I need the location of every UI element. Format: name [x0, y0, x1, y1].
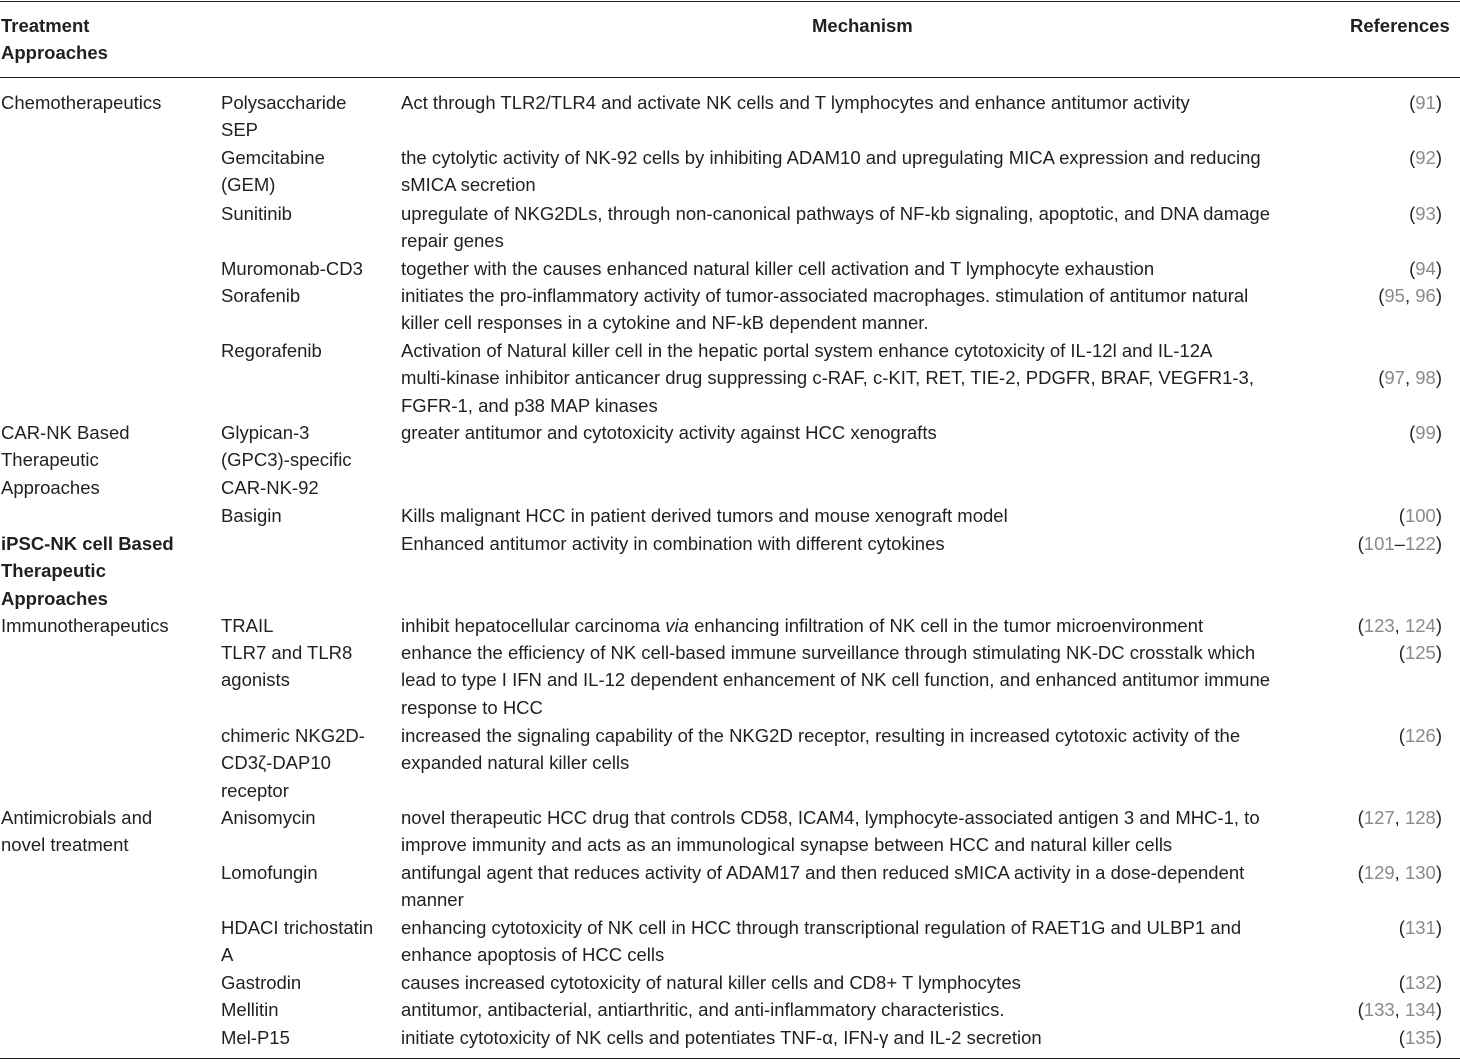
cell-mechanism	[401, 255, 1336, 282]
cell-mechanism	[401, 502, 1336, 529]
reference-link[interactable]: 131	[1404, 917, 1436, 938]
cell-text-line: Gemcitabine	[221, 147, 325, 168]
cell-agent	[221, 282, 391, 309]
bottom-rule	[0, 1058, 1460, 1059]
cell-text-line: Immunotherapeutics	[1, 615, 169, 636]
reference-link[interactable]: 134	[1404, 999, 1436, 1020]
cell-mechanism	[401, 337, 1336, 419]
cell-agent	[221, 722, 391, 804]
cell-references: (125)	[1398, 642, 1442, 663]
cell-text-line: agonists	[221, 669, 290, 691]
reference-link[interactable]: 128	[1404, 807, 1436, 828]
cell-treatment-approach	[1, 89, 201, 116]
reference-link[interactable]: 133	[1363, 999, 1395, 1020]
cell-text-line: SEP	[221, 119, 259, 141]
cell-text-line: Glypican-3	[221, 422, 310, 443]
top-rule	[0, 1, 1460, 2]
cell-references: (133, 134)	[1357, 999, 1442, 1020]
reference-link[interactable]: 92	[1415, 147, 1436, 168]
cell-text-line: (GPC3)-specific	[221, 449, 352, 471]
cell-agent	[221, 200, 391, 227]
cell-text-line: Regorafenib	[221, 340, 322, 361]
cell-text-line: initiate cytotoxicity of NK cells and potentiates TNF-α, IFN-γ and IL-2 secretion	[401, 1027, 1042, 1048]
reference-link[interactable]: 123	[1363, 615, 1395, 636]
reference-link[interactable]: 129	[1363, 862, 1395, 883]
cell-mechanism	[401, 969, 1336, 996]
cell-text-line: Basigin	[221, 505, 282, 526]
header-rule	[0, 77, 1460, 78]
cell-text-line: HDACI trichostatin	[221, 917, 374, 938]
cell-text-line: Therapeutic	[1, 449, 99, 471]
cell-text-line: novel treatment	[1, 834, 129, 856]
cell-text-line: Approaches	[1, 587, 108, 609]
cell-text-line: Kills malignant HCC in patient derived tumors and mouse xenograft model	[401, 505, 1008, 526]
cell-mechanism	[401, 804, 1336, 859]
cell-mechanism	[401, 89, 1336, 116]
reference-link[interactable]: 96	[1415, 285, 1436, 306]
reference-link[interactable]: 91	[1415, 92, 1436, 113]
cell-references: (101–122)	[1357, 533, 1442, 554]
cell-text-line: (GEM)	[221, 174, 276, 196]
reference-link[interactable]: 122	[1404, 533, 1436, 554]
cell-text-line: repair genes	[401, 230, 504, 252]
cell-text-line: lead to type I IFN and IL-12 dependent enhancement of NK cell function, and enhanced antitumor immune	[401, 669, 1271, 691]
cell-mechanism	[401, 144, 1336, 199]
cell-agent	[221, 804, 391, 831]
cell-agent	[221, 502, 391, 529]
reference-link[interactable]: 130	[1404, 862, 1436, 883]
cell-references: (92)	[1409, 147, 1442, 168]
cell-references: (127, 128)	[1357, 807, 1442, 828]
cell-text-line: iPSC-NK cell Based	[1, 533, 174, 554]
cell-references: (95, 96)	[1378, 285, 1442, 306]
reference-link[interactable]: 94	[1415, 258, 1436, 279]
cell-text-line: Gastrodin	[221, 972, 302, 993]
cell-text-line: enhance apoptosis of HCC cells	[401, 944, 665, 966]
header-mechanism: Mechanism	[812, 15, 913, 36]
cell-text-line: sMICA secretion	[401, 174, 536, 196]
cell-text-line: Chemotherapeutics	[1, 92, 162, 113]
reference-link[interactable]: 124	[1404, 615, 1436, 636]
cell-text-line: antifungal agent that reduces activity of ADAM17 and then reduced sMICA activity in a dose-dependent	[401, 862, 1245, 883]
cell-references: (91)	[1409, 92, 1442, 113]
cell-text-line: Activation of Natural killer cell in the hepatic portal system enhance cytotoxicity of IL-12l and IL-12A	[401, 340, 1213, 361]
cell-references: (99)	[1409, 422, 1442, 443]
header-approach-line: Treatment	[1, 15, 90, 36]
cell-agent	[221, 969, 391, 996]
cell-text-line: increased the signaling capability of the NKG2D receptor, resulting in increased cytotoxic activity of the	[401, 725, 1241, 746]
cell-text-line: Anisomycin	[221, 807, 316, 828]
reference-link[interactable]: 95	[1384, 285, 1405, 306]
cell-text-line: enhancing cytotoxicity of NK cell in HCC through transcriptional regulation of RAET1G and ULBP1 and	[401, 917, 1242, 938]
cell-text-line: Act through TLR2/TLR4 and activate NK cells and T lymphocytes and enhance antitumor activity	[401, 92, 1190, 113]
cell-agent	[221, 337, 391, 364]
cell-references: (131)	[1398, 917, 1442, 938]
cell-text-line: Antimicrobials and	[1, 807, 153, 828]
header-references: References	[1350, 15, 1450, 36]
cell-references: (94)	[1409, 258, 1442, 279]
reference-link[interactable]: 135	[1404, 1027, 1436, 1048]
cell-references: (97, 98)	[1378, 367, 1442, 389]
cell-text-line: CAR-NK Based	[1, 422, 130, 443]
cell-text-line: receptor	[221, 779, 289, 801]
cell-mechanism	[401, 859, 1336, 914]
reference-link[interactable]: 99	[1415, 422, 1436, 443]
cell-references: (123, 124)	[1357, 615, 1442, 636]
cell-text-line: greater antitumor and cytotoxicity activity against HCC xenografts	[401, 422, 937, 443]
cell-text-line: killer cell responses in a cytokine and NF-kB dependent manner.	[401, 312, 929, 334]
cell-text-line: together with the causes enhanced natural killer cell activation and T lymphocyte exhaustion	[401, 258, 1155, 279]
cell-agent	[221, 859, 391, 886]
cell-text-line: response to HCC	[401, 696, 543, 718]
cell-text-line: Muromonab-CD3	[221, 258, 363, 279]
cell-mechanism	[401, 1024, 1336, 1051]
cell-text-line: improve immunity and acts as an immunological synapse between HCC and natural killer cells	[401, 834, 1173, 856]
cell-text-line: Mellitin	[221, 999, 279, 1020]
reference-link[interactable]: 132	[1404, 972, 1436, 993]
cell-text-line: Mel-P15	[221, 1027, 290, 1048]
reference-link[interactable]: 100	[1404, 505, 1436, 526]
cell-text-line: the cytolytic activity of NK-92 cells by inhibiting ADAM10 and upregulating MICA expression and reducing	[401, 147, 1261, 168]
cell-mechanism	[401, 639, 1336, 721]
cell-agent	[221, 255, 391, 282]
cell-text-line: multi-kinase inhibitor anticancer drug suppressing c-RAF, c-KIT, RET, TIE-2, PDGFR, BRAF, VEGFR1-3,	[401, 367, 1254, 389]
cell-mechanism	[401, 722, 1336, 777]
cell-references: (135)	[1398, 1027, 1442, 1048]
cell-text-line: FGFR-1, and p38 MAP kinases	[401, 394, 658, 416]
cell-agent	[221, 914, 391, 969]
cell-agent	[221, 89, 391, 144]
cell-mechanism	[401, 200, 1336, 255]
cell-mechanism	[401, 530, 1336, 557]
cell-agent	[221, 419, 391, 501]
reference-link[interactable]: 127	[1363, 807, 1395, 828]
cell-references: (100)	[1398, 505, 1442, 526]
cell-text-line: CAR-NK-92	[221, 476, 319, 498]
cell-agent	[221, 639, 391, 694]
cell-references: (132)	[1398, 972, 1442, 993]
cell-text-line: Approaches	[1, 476, 100, 498]
cell-text-line: TLR7 and TLR8	[221, 642, 353, 663]
cell-references: (129, 130)	[1357, 862, 1442, 883]
cell-text-line: Polysaccharide	[221, 92, 347, 113]
reference-link[interactable]: 125	[1404, 642, 1436, 663]
cell-treatment-approach	[1, 530, 201, 612]
cell-agent	[221, 996, 391, 1023]
cell-references: (93)	[1409, 203, 1442, 224]
cell-text-line: Sunitinib	[221, 203, 292, 224]
cell-text-line: chimeric NKG2D-	[221, 725, 365, 746]
cell-text-line: upregulate of NKG2DLs, through non-canonical pathways of NF-kb signaling, apoptotic, and DNA damage	[401, 203, 1270, 224]
header-approach-line: Approaches	[1, 42, 108, 64]
cell-text-line: novel therapeutic HCC drug that controls CD58, ICAM4, lymphocyte-associated antigen 3 and MHC-1, to	[401, 807, 1260, 828]
cell-text-line: enhance the efficiency of NK cell-based immune surveillance through stimulating NK-DC crosstalk which	[401, 642, 1256, 663]
cell-text-line: initiates the pro-inflammatory activity of tumor-associated macrophages. stimulation of antitumor natural	[401, 285, 1249, 306]
cell-references: (126)	[1398, 725, 1442, 746]
cell-mechanism	[401, 612, 1336, 639]
cell-mechanism	[401, 282, 1336, 337]
cell-text-line: Sorafenib	[221, 285, 301, 306]
reference-link[interactable]: 97	[1384, 367, 1405, 389]
cell-agent	[221, 144, 391, 199]
cell-agent	[221, 612, 391, 639]
cell-text-line: causes increased cytotoxicity of natural killer cells and CD8+ T lymphocytes	[401, 972, 1021, 993]
reference-link[interactable]: 126	[1404, 725, 1436, 746]
cell-treatment-approach	[1, 612, 201, 639]
cell-mechanism	[401, 914, 1336, 969]
cell-text-line: Enhanced antitumor activity in combination with different cytokines	[401, 533, 945, 554]
cell-treatment-approach	[1, 804, 201, 859]
cell-text-line: Therapeutic	[1, 560, 106, 582]
cell-text-line: manner	[401, 889, 464, 911]
cell-text-line: expanded natural killer cells	[401, 752, 630, 774]
reference-link[interactable]: 98	[1415, 367, 1436, 389]
cell-mechanism	[401, 996, 1336, 1023]
cell-treatment-approach	[1, 419, 201, 501]
cell-text-line: A	[221, 944, 234, 966]
reference-link[interactable]: 93	[1415, 203, 1436, 224]
cell-text-line: antitumor, antibacterial, antiarthritic, and anti-inflammatory characteristics.	[401, 999, 1005, 1020]
reference-link[interactable]: 101	[1363, 533, 1395, 554]
cell-text-line: TRAIL	[221, 615, 274, 636]
cell-text-line: inhibit hepatocellular carcinoma via enhancing infiltration of NK cell in the tumor microenvironment	[401, 615, 1204, 636]
cell-mechanism	[401, 419, 1336, 446]
cell-text-line: CD3ζ-DAP10	[221, 752, 331, 774]
cell-text-line: Lomofungin	[221, 862, 318, 883]
header-treatment-approaches	[1, 12, 108, 67]
cell-agent	[221, 1024, 391, 1051]
